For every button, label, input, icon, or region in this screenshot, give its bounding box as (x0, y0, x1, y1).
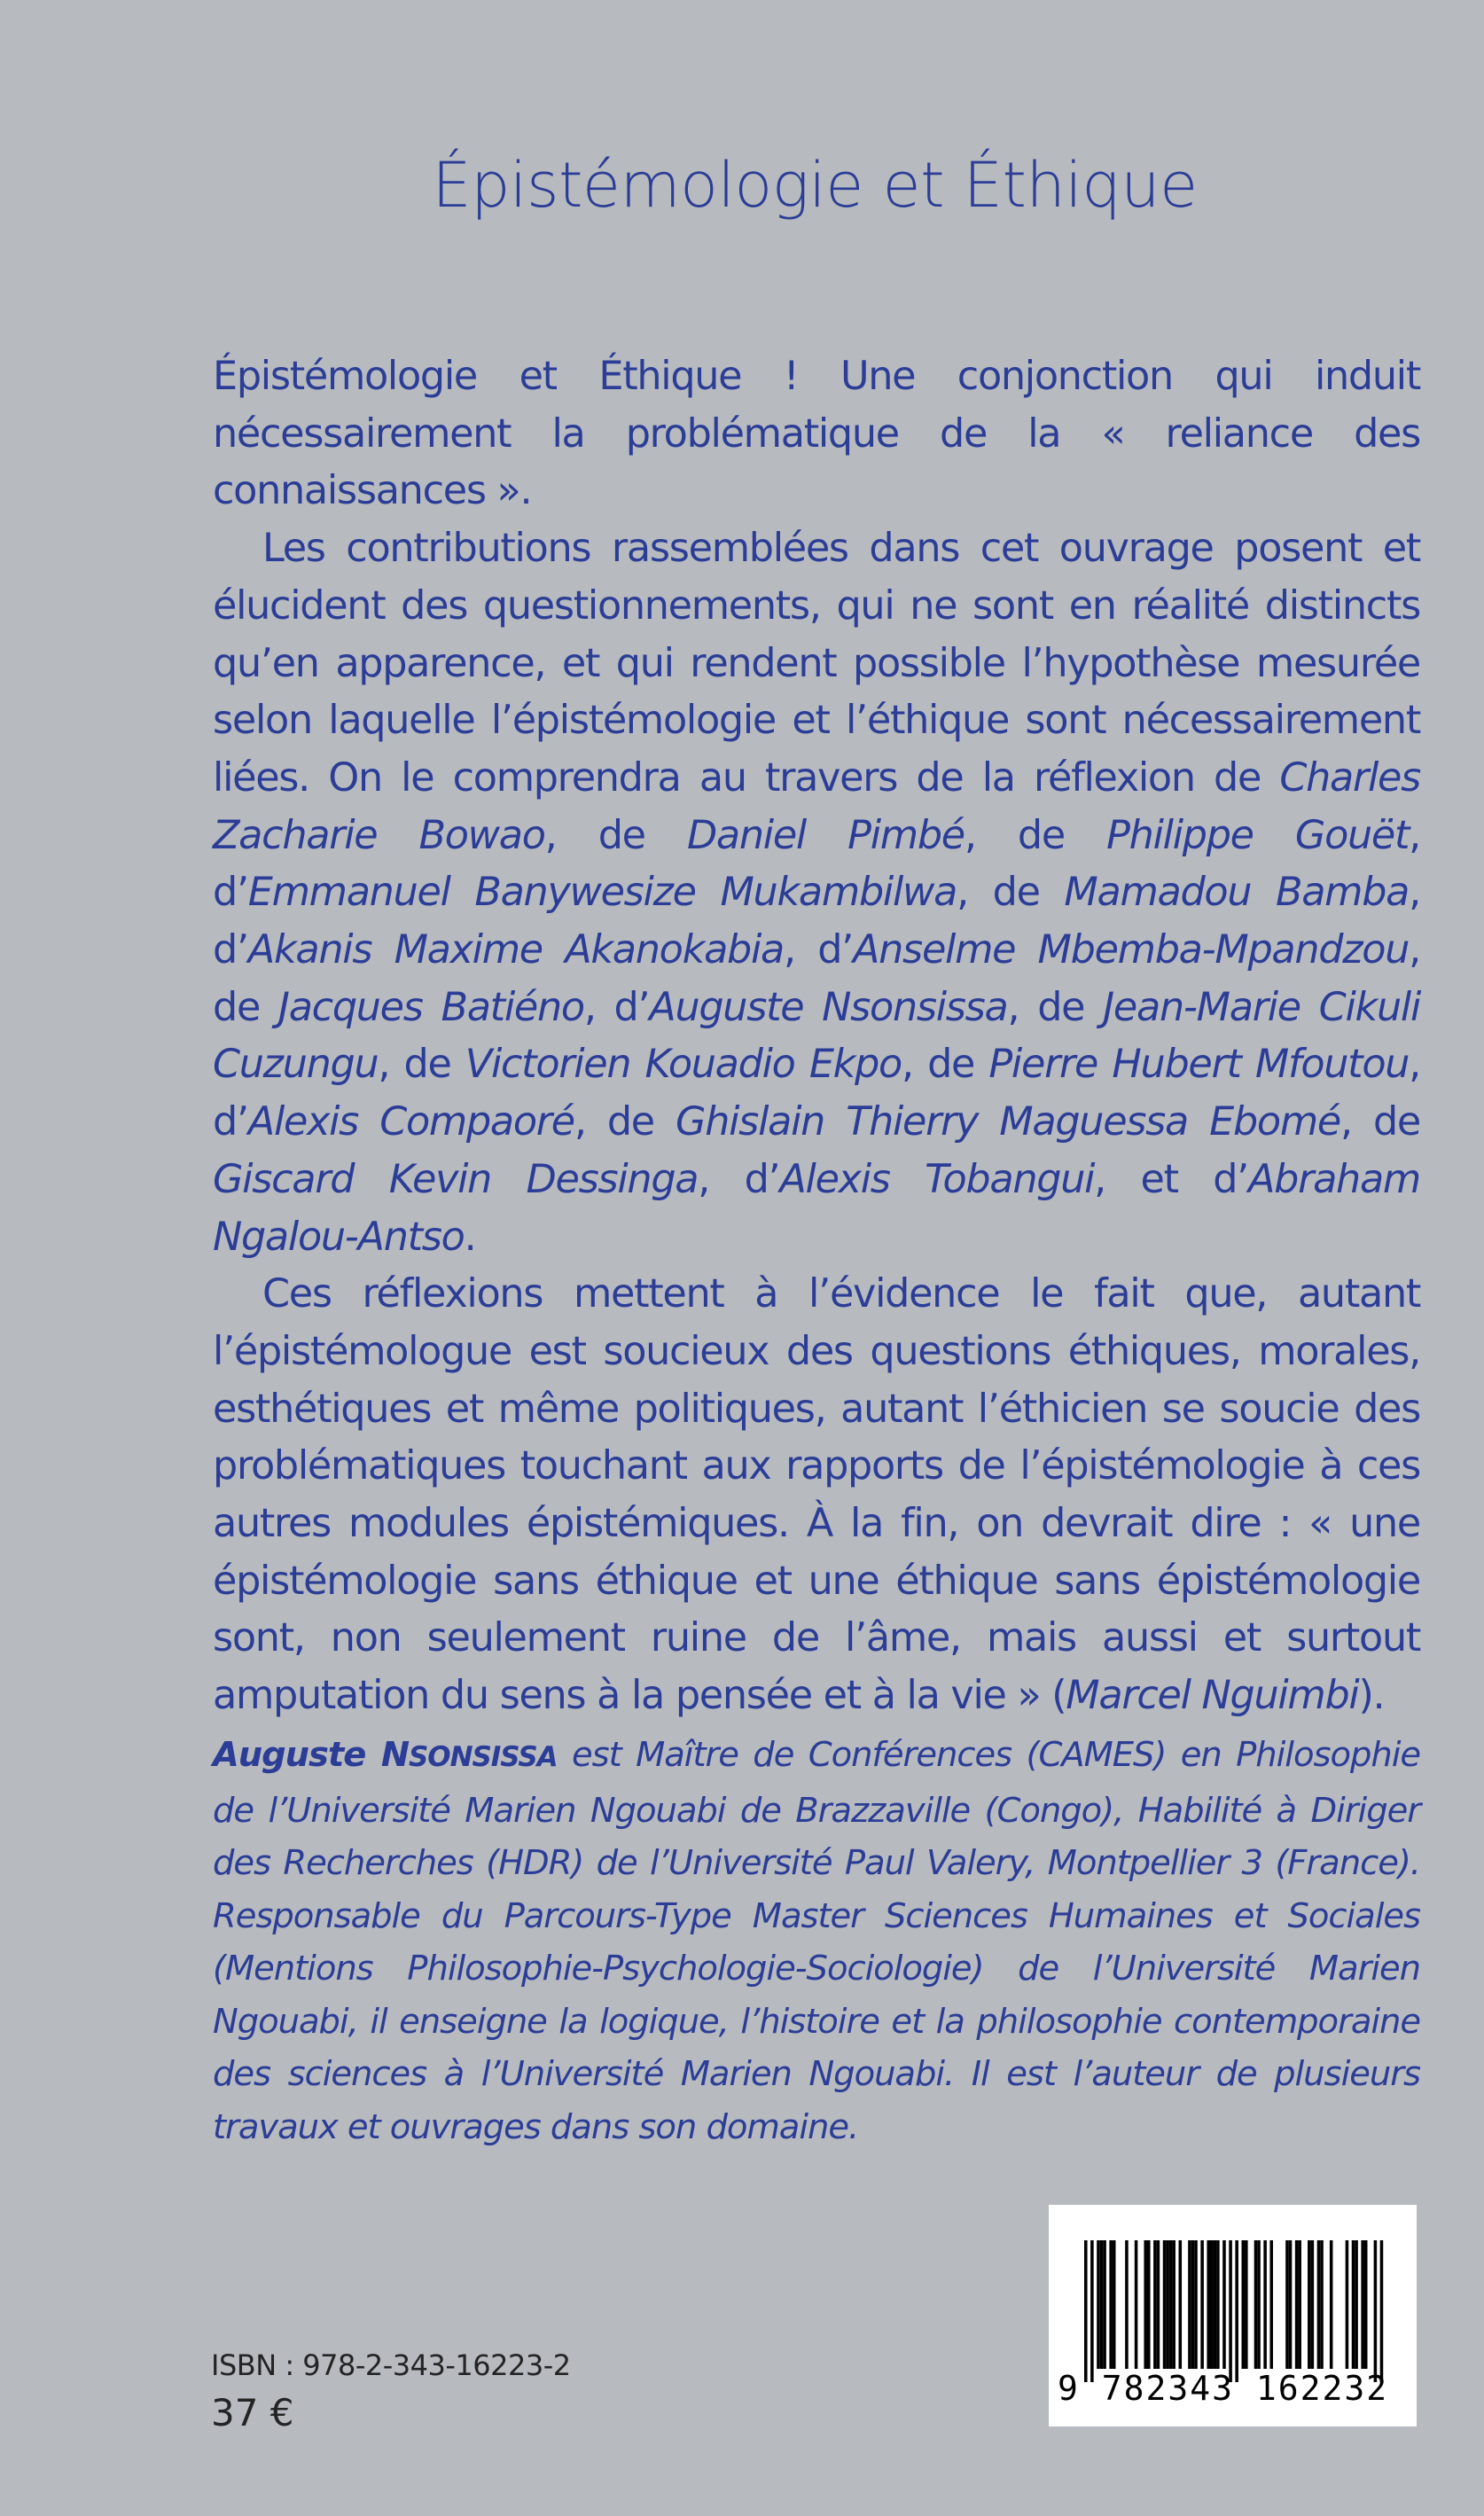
barcode-bar (1289, 2240, 1293, 2369)
summary-paragraph-1: Épistémologie et Éthique ! Une conjonction qui induit nécessairement la problématique de la « reliance des connaissances ». (213, 354, 1420, 514)
author-bio (213, 1729, 1420, 2153)
barcode-bar (1097, 2240, 1100, 2369)
barcode-bar (1207, 2240, 1210, 2369)
barcode-bar (1285, 2240, 1289, 2369)
contributor-connector (1261, 755, 1279, 801)
barcode-bar (1269, 2240, 1273, 2369)
contributor-connector: , d’ (213, 870, 1421, 973)
price-label: 37 € (211, 2391, 294, 2434)
contributor-connector: , et d’ (1094, 1156, 1248, 1202)
contributor-connector: , de (378, 1042, 465, 1088)
summary-citation: Marcel Nguimbi (1066, 1673, 1359, 1719)
barcode-bar (1169, 2240, 1173, 2369)
author-bio-text: est Maître de Conférences (CAMES) en Philosophie de l’Université Marien Ngouabi de Brazzaville (Congo), Habilité à Diriger des Recherches (HDR) de l’Université Paul Valery, Montpellier 3 (France). Responsable du Parcours-Type Master Sciences Humaines et Sociales (Mentions Philosophie-Psychologie-Sociologie) de l’Université Marien Ngouabi, il enseigne la logique, l’histoire et la philosophie contemporaine des sciences à l’Université Marien Ngouabi. Il est l’auteur de plusieurs travaux et ouvrages dans son domaine. (213, 1735, 1420, 2147)
contributor-name: Jacques Batiéno (277, 984, 584, 1030)
barcode-bar (1210, 2240, 1214, 2369)
contributor-connector: , de (1340, 1099, 1421, 1145)
contributor-connector: , d’ (583, 984, 650, 1030)
barcode-bar (1172, 2240, 1175, 2369)
summary-paragraph-3-text: Ces réflexions mettent à l’évidence le fait que, autant l’épistémologue est soucieux des questions éthiques, morales, esthétiques et même politiques, autant l’éthicien se soucie des problématiques touchant aux rapports de l’épistémologie à ces autres modules épistémiques. À la fin, on devrait dire : « une épistémologie sans éthique et une éthique sans épistémologie sont, non seulement ruine de l’âme, mais aussi et surtout amputation du sens à la pensée et à la vie » ( (213, 1271, 1420, 1719)
barcode-bar (1245, 2240, 1248, 2369)
isbn-label: ISBN : 978-2-343-16223-2 (211, 2348, 571, 2382)
contributor-connector: , d’ (213, 1042, 1421, 1145)
barcode-bar (1311, 2240, 1315, 2369)
contributor-connector: , d’ (784, 927, 854, 973)
barcode-bar (1317, 2240, 1321, 2369)
contributor-name: Jean-Marie Cikuli Cuzungu (213, 984, 1421, 1088)
barcode-bar (1109, 2240, 1113, 2369)
barcode-bar (1257, 2240, 1261, 2369)
barcode-bar (1320, 2240, 1324, 2369)
contributor-connector: , d’ (213, 812, 1421, 916)
barcode-bar (1179, 2240, 1183, 2369)
summary-paragraph-2-end: . (464, 1214, 476, 1260)
barcode-bar (1144, 2240, 1147, 2369)
contributor-connector: , de (957, 870, 1065, 916)
contributor-name: Mamadou Bamba (1064, 870, 1410, 916)
contributor-name: Auguste Nsonsissa (649, 984, 1008, 1030)
barcode-bar (1103, 2240, 1106, 2369)
barcode-bar (1216, 2240, 1220, 2369)
contributor-connector: , d’ (698, 1156, 780, 1202)
barcode-bar (1194, 2240, 1198, 2369)
barcode-bar (1113, 2240, 1116, 2369)
barcode-bar (1157, 2240, 1160, 2369)
barcode-bar (1163, 2240, 1167, 2369)
barcode-bar (1090, 2240, 1094, 2382)
barcode-bar (1222, 2240, 1226, 2369)
summary-paragraph-3-end: ). (1358, 1673, 1385, 1719)
barcode-bar (1242, 2240, 1246, 2369)
barcode-bar (1308, 2240, 1311, 2369)
barcode-bar (1147, 2240, 1151, 2369)
contributor-name: Daniel Pimbé (686, 812, 965, 858)
barcode-bar (1200, 2240, 1204, 2369)
barcode (1049, 2205, 1417, 2426)
summary-text (213, 348, 1420, 1725)
author-first-name: Auguste (213, 1735, 366, 1775)
contributor-connector: , de (964, 812, 1107, 858)
barcode-bar (1135, 2240, 1138, 2369)
barcode-bar (1214, 2240, 1217, 2369)
barcode-bar (1084, 2240, 1088, 2382)
contributor-connector: , de (574, 1099, 676, 1145)
author-last-initial: N (380, 1735, 409, 1775)
contributor-name: Emmanuel Banywesize Mukambilwa (247, 870, 957, 916)
contributor-connector: , de (544, 812, 687, 858)
author-last-rest: SONSISSA (409, 1741, 558, 1773)
barcode-bar (1295, 2240, 1299, 2369)
contributor-name: Charles Zacharie Bowao (213, 754, 1420, 858)
contributor-name: Alexis Compaoré (247, 1099, 574, 1145)
book-title: Épistémologie et Éthique (432, 149, 1198, 222)
contributor-name: Abraham Ngalou-Antso (213, 1156, 1420, 1260)
contributor-name: Akanis Maxime Akanokabia (247, 927, 785, 973)
contributor-name: Victorien Kouadio Ekpo (465, 1042, 902, 1088)
barcode-digits: 9 782343 162232 (1058, 2369, 1389, 2408)
barcode-bar (1125, 2240, 1129, 2369)
contributor-name: Ghislain Thierry Maguessa Ebomé (676, 1099, 1340, 1145)
barcode-bar (1355, 2240, 1358, 2369)
barcode-bar (1263, 2240, 1267, 2369)
barcode-bar (1380, 2240, 1384, 2382)
barcode-bar (1352, 2240, 1355, 2369)
barcode-bar (1188, 2240, 1191, 2369)
summary-paragraph-3 (213, 1266, 1420, 1725)
barcode-bar (1166, 2240, 1169, 2369)
barcode-bar (1298, 2240, 1301, 2369)
contributor-name: Alexis Tobangui (779, 1156, 1095, 1202)
contributor-name: Pierre Hubert Mfoutou (988, 1042, 1410, 1088)
contributor-connector: , de (213, 927, 1421, 1030)
barcode-bar (1235, 2240, 1238, 2382)
barcode-bar (1374, 2240, 1378, 2382)
barcode-bar (1191, 2240, 1195, 2369)
contributor-connector: , de (902, 1042, 989, 1088)
contributor-name: Philippe Gouët (1106, 812, 1410, 858)
barcode-bar (1153, 2240, 1157, 2369)
author-name (213, 1735, 558, 1775)
contributor-list (213, 755, 1420, 1260)
barcode-bar (1100, 2240, 1104, 2369)
barcode-bar (1361, 2240, 1364, 2369)
summary-paragraph-2-intro: Les contributions rassemblées dans cet ouvrage posent et élucident des questionnements, qui ne sont en réalité distincts qu’en apparence, et qui rendent possible l’hypothèse mesurée selon laquelle l’épistémologie et l’éthique sont nécessairement liées. On le comprendra au travers de la réflexion de (213, 526, 1420, 801)
contributor-name: Giscard Kevin Dessinga (213, 1156, 699, 1202)
barcode-bar (1229, 2240, 1232, 2382)
barcode-bar (1254, 2240, 1258, 2369)
summary-paragraph-2 (213, 520, 1420, 1266)
contributor-name: Anselme Mbemba-Mpandzou (853, 927, 1410, 973)
contributor-connector: , de (1007, 984, 1104, 1030)
barcode-bar (1330, 2240, 1333, 2369)
barcode-bar (1346, 2240, 1349, 2369)
barcode-bar (1364, 2240, 1368, 2369)
